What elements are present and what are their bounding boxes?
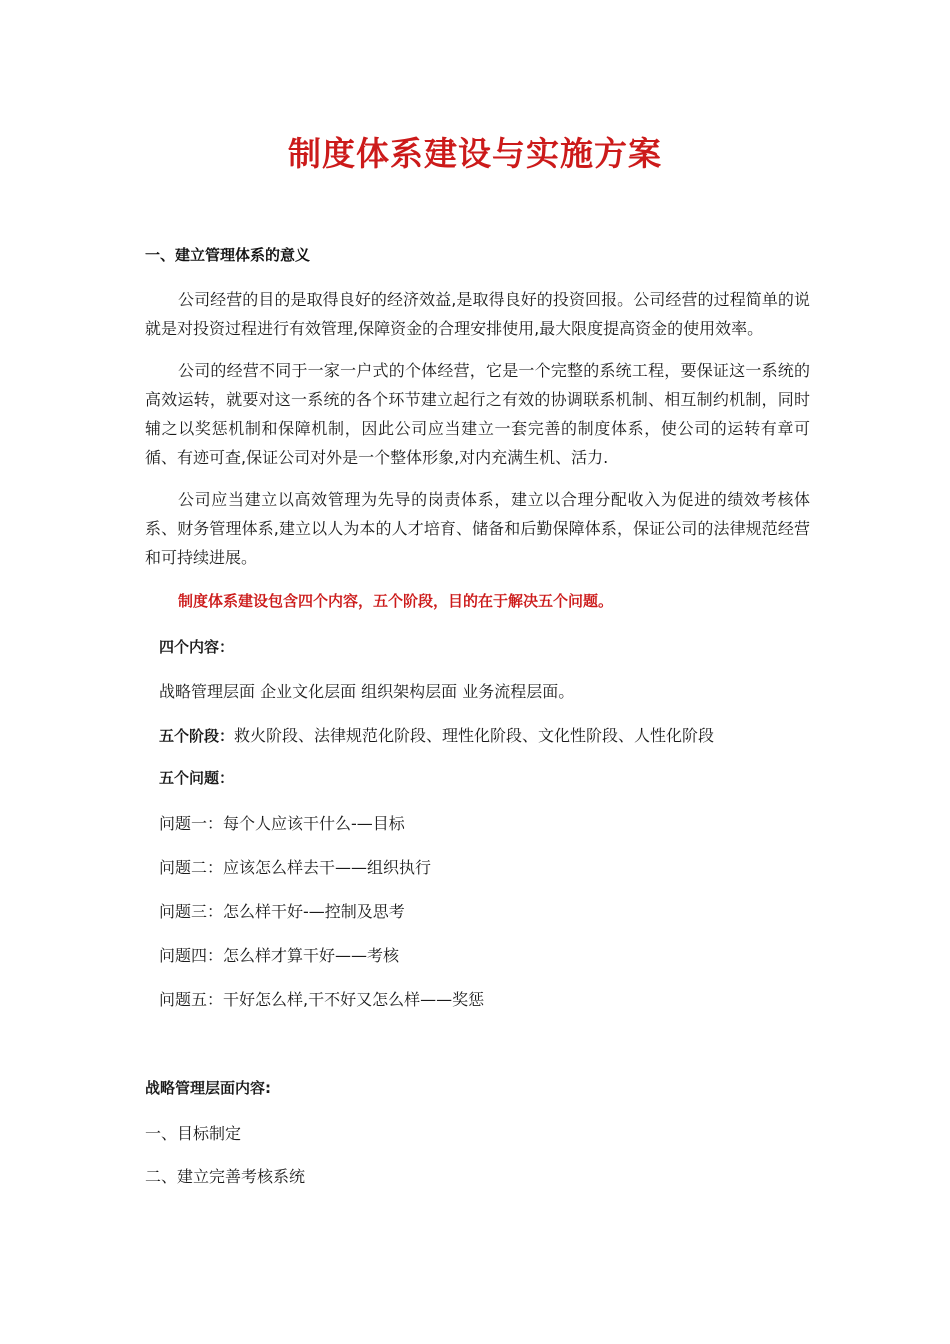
- strategy-heading: 战略管理层面内容:: [145, 1079, 271, 1097]
- question-item: 问题一：每个人应该干什么-—目标: [159, 814, 405, 833]
- strategy-item: 二、建立完善考核系统: [145, 1167, 306, 1186]
- four-contents-label: 四个内容：: [159, 638, 235, 656]
- question-item: 问题五：干好怎么样,干不好又怎么样——奖惩: [159, 990, 485, 1009]
- strategy-item: 一、目标制定: [145, 1124, 242, 1143]
- paragraph: 公司经营的目的是取得良好的经济效益,是取得良好的投资回报。公司经营的过程简单的说就是对投资过程进行有效管理,保障资金的合理安排使用,最大限度提高资金的使用效率。: [145, 290, 810, 338]
- question-item: 问题四：怎么样才算干好——考核: [159, 946, 400, 965]
- five-stages-line: [159, 723, 714, 746]
- section-heading: 一、建立管理体系的意义: [145, 246, 311, 264]
- question-item: 问题三：怎么样干好-—控制及思考: [159, 902, 405, 921]
- paragraph: 公司的经营不同于一家一户式的个体经营，它是一个完整的系统工程，要保证这一系统的高效运转，就要对这一系统的各个环节建立起行之有效的协调联系机制、相互制约机制，同时辅之以奖惩机制和保障机制，因此公司应当建立一套完善的制度体系，使公司的运转有章可循、有迹可查,保证公司对外是一个整体形象,对内充满生机、活力.: [145, 361, 810, 467]
- paragraph: 公司应当建立以高效管理为先导的岗责体系，建立以合理分配收入为促进的绩效考核体系、财务管理体系,建立以人为本的人才培育、储备和后勤保障体系，保证公司的法律规范经营和可持续进展。: [145, 490, 810, 567]
- highlight-statement: 制度体系建设包含四个内容，五个阶段，目的在于解决五个问题。: [178, 592, 614, 610]
- document-title: 制度体系建设与实施方案: [288, 134, 662, 173]
- five-stages-label: 五个阶段：: [159, 727, 235, 745]
- question-item: 问题二：应该怎么样去干——组织执行: [159, 858, 432, 877]
- four-contents-text: 战略管理层面 企业文化层面 组织架构层面 业务流程层面。: [159, 682, 575, 701]
- five-stages-text: 救火阶段、法律规范化阶段、理性化阶段、文化性阶段、人性化阶段: [234, 726, 715, 745]
- five-questions-label: 五个问题：: [159, 769, 235, 787]
